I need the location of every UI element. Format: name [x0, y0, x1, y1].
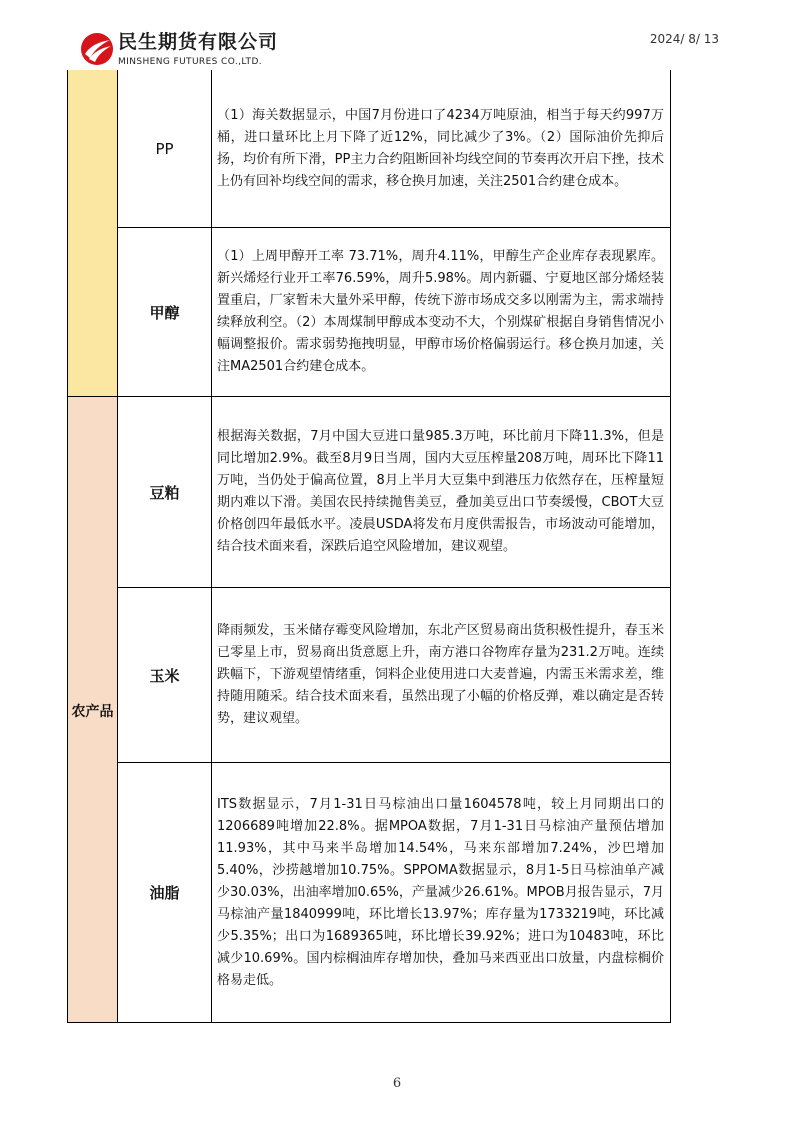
commodity-analysis: [212, 763, 670, 1022]
commodity-name: 玉米: [118, 588, 212, 762]
commodity-name: PP: [118, 70, 212, 227]
page-number: 6: [392, 1076, 402, 1091]
table-row-methanol: [118, 228, 671, 397]
sector-cell-agri: [67, 397, 118, 1023]
company-name-en: MINSHENG FUTURES CO.,LTD.: [118, 57, 263, 67]
table-row-pp: [118, 70, 671, 228]
commodity-analysis: [212, 70, 670, 227]
sector-label-agri: 农产品: [71, 704, 114, 720]
company-logo: [80, 28, 292, 72]
commodity-analysis: [212, 588, 670, 762]
analysis-text: （1）上周甲醇开工率 73.71%，周升4.11%，甲醇生产企业库存表现累库。新兴烯烃行业开工率76.59%，周升5.98%。周内新疆、宁夏地区部分烯烃装置重启，厂家暂未大量外采甲醇，传统下游市场成交多以刚需为主，需求端持续释放利空。（2）本周煤制甲醇成本变动不大，个别煤矿根据自身销售情况小幅调整报价。需求弱势拖拽明显，甲醇市场价格偏弱运行。移仓换月加速，关注MA2501合约建仓成本。: [217, 249, 664, 374]
table-row-oils: [118, 763, 671, 1023]
table-row-corn: [118, 588, 671, 763]
analysis-text: 根据海关数据，7月中国大豆进口量985.3万吨，环比前月下降11.3%，但是同比增加2.9%。截至8月9日当周，国内大豆压榨量208万吨，周环比下降11万吨，当仍处于偏高位置，8月上半月大豆集中到港压力依然存在，压榨量短期内难以下滑。美国农民持续抛售美豆，叠加美豆出口节奏缓慢，CBOT大豆价格创四年最低水平。凌晨USDA将发布月度供需报告，市场波动可能增加，结合技术面来看，深跌后追空风险增加，建议观望。: [217, 429, 664, 554]
report-date: 2024/ 8/ 13: [649, 32, 719, 46]
analysis-text: （1）海关数据显示，中国7月份进口了4234万吨原油，相当于每天约997万桶，进口量环比上月下降了近12%，同比减少了3%。（2）国际油价先抑后扬，均价有所下滑，PP主力合约阻断回补均线空间的节奏再次开启下挫，技术上仍有回补均线空间的需求，移仓换月加速，关注2501合约建仓成本。: [217, 107, 664, 189]
commodity-analysis: [212, 397, 670, 587]
analysis-text: ITS数据显示，7月1-31日马棕油出口量1604578吨，较上月同期出口的1206689吨增加22.8%。据MPOA数据，7月1-31日马棕油产量预估增加11.93%，其中马来半岛增加14.54%，马来东部增加7.24%，沙巴增加5.40%，沙捞越增加10.75%。SPPOMA数据显示，8月1-5日马棕油单产减少30.03%，出油率增加0.65%，产量减少26.61%。MPOB月报告显示，7月马棕油产量1840999吨，环比增长13.97%；库存量为1733219吨，环比减少5.35%；出口为1689365吨，环比增长39.92%；进口为10483吨，环比减少10.69%。国内棕榈油库存增加快，叠加马来西亚出口放量，内盘棕榈价格易走低。: [217, 796, 664, 988]
sector-cell-energy: [67, 70, 118, 397]
commodity-name: 豆粕: [118, 397, 212, 587]
company-name-cn: 民生期货有限公司: [118, 31, 279, 53]
commodity-name: 油脂: [118, 763, 212, 1022]
commodity-name: 甲醇: [118, 228, 212, 396]
table-row-soymeal: [118, 397, 671, 588]
commodity-analysis: [212, 228, 670, 396]
minsheng-logo-icon: [80, 32, 114, 66]
analysis-text: 降雨频发，玉米储存霉变风险增加，东北产区贸易商出货积极性提升，春玉米已零星上市，贸易商出货意愿上升，南方港口谷物库存量为231.2万吨。连续跌幅下，下游观望情绪重，饲料企业使用进口大麦普遍，内需玉米需求差，维持随用随采。结合技术面来看，虽然出现了小幅的价格反弹，难以确定是否转势，建议观望。: [217, 623, 664, 726]
